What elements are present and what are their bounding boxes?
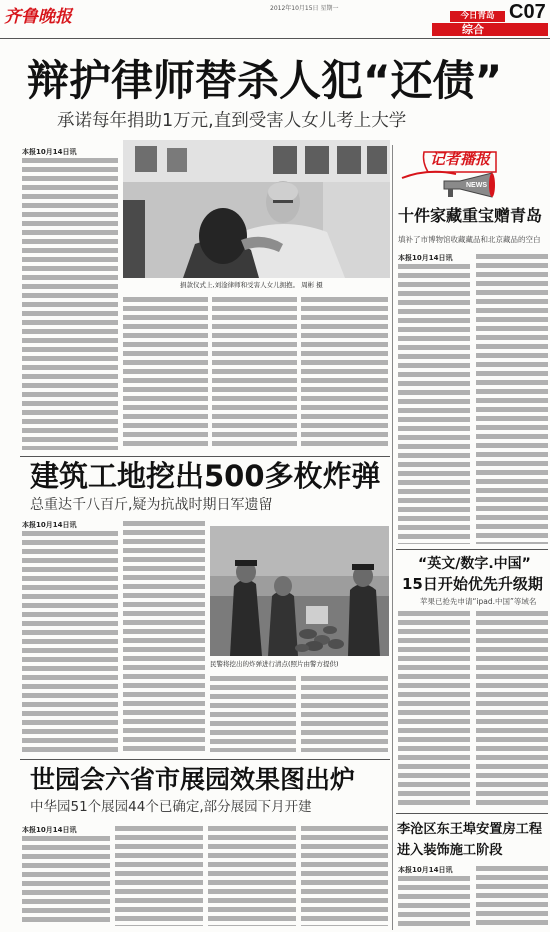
- bomb-dateline: 本报10月14日讯: [22, 521, 77, 529]
- body-text-column: [398, 611, 470, 805]
- megaphone-news-label: NEWS: [466, 182, 487, 189]
- edition-tag: 今日青岛: [450, 11, 505, 22]
- bomb-headline: 建筑工地挖出500多枚炸弹: [30, 459, 381, 493]
- domain-subhead: 苹果已抢先申请“ipad.中国”等域名: [420, 597, 537, 606]
- bomb-photo-caption: 民警将挖出的炸弹进行清点(照片由警方提供): [210, 660, 339, 668]
- housing-headline-line1: 李沧区东王埠安置房工程: [397, 822, 543, 837]
- masthead-rule: [0, 38, 550, 39]
- bomb-subhead: 总重达千八百斤,疑为抗战时期日军遗留: [30, 497, 273, 513]
- body-text-column: [301, 297, 388, 450]
- body-text-column: [476, 254, 548, 544]
- housing-headline-line2: 进入装饰施工阶段: [397, 843, 503, 858]
- lawyer-hug-photo: [123, 140, 390, 278]
- page-number: C07: [509, 1, 546, 23]
- body-text-column: [398, 876, 470, 928]
- column-rule: [396, 813, 548, 814]
- expo-dateline: 本报10月14日讯: [22, 826, 77, 834]
- brief-subhead: 填补了市博物馆收藏藏品和北京藏品的空白: [398, 235, 541, 244]
- bomb-site-photo: [210, 526, 389, 656]
- body-text-column: [22, 158, 118, 450]
- body-text-column: [476, 611, 548, 805]
- section-label: 综合: [462, 23, 484, 36]
- body-text-column: [301, 826, 388, 926]
- lead-headline: 辩护律师替杀人犯“还债”: [27, 56, 503, 105]
- body-text-column: [123, 521, 205, 752]
- newspaper-logo: 齐鲁晚报: [4, 7, 72, 27]
- column-rule: [396, 549, 548, 550]
- body-text-column: [212, 297, 297, 450]
- lead-photo-caption: 捐款仪式上,刘淦律师和受害人女儿拥抱。 周彬 摄: [180, 281, 323, 289]
- body-text-column: [208, 826, 296, 926]
- brief-dateline: 本报10月14日讯: [398, 254, 453, 262]
- body-text-column: [476, 866, 548, 928]
- body-text-column: [22, 531, 118, 752]
- body-text-column: [398, 264, 470, 544]
- body-text-column: [115, 826, 203, 926]
- expo-subhead: 中华园51个展园44个已确定,部分展园下月开建: [30, 799, 312, 815]
- domain-headline-line1: “英文/数字.中国”: [418, 556, 531, 572]
- lead-dateline: 本报10月14日讯: [22, 148, 77, 156]
- section-rule: [20, 456, 390, 457]
- column-divider: [392, 145, 393, 930]
- lead-subhead: 承诺每年捐助1万元,直到受害人女儿考上大学: [57, 111, 407, 131]
- housing-dateline: 本报10月14日讯: [398, 866, 453, 874]
- body-text-column: [22, 836, 110, 926]
- section-bar: [432, 23, 548, 36]
- expo-headline: 世园会六省市展园效果图出炉: [30, 765, 356, 794]
- section-rule: [20, 759, 390, 760]
- reporter-brief-label: 记者播报: [430, 150, 491, 168]
- body-text-column: [301, 676, 388, 752]
- brief-headline: 十件家藏重宝赠青岛: [398, 206, 543, 225]
- body-text-column: [210, 676, 296, 752]
- domain-headline-line2: 15日开始优先升级期: [402, 575, 543, 593]
- body-text-column: [123, 297, 208, 450]
- issue-date: 2012年10月15日 星期一: [270, 5, 339, 12]
